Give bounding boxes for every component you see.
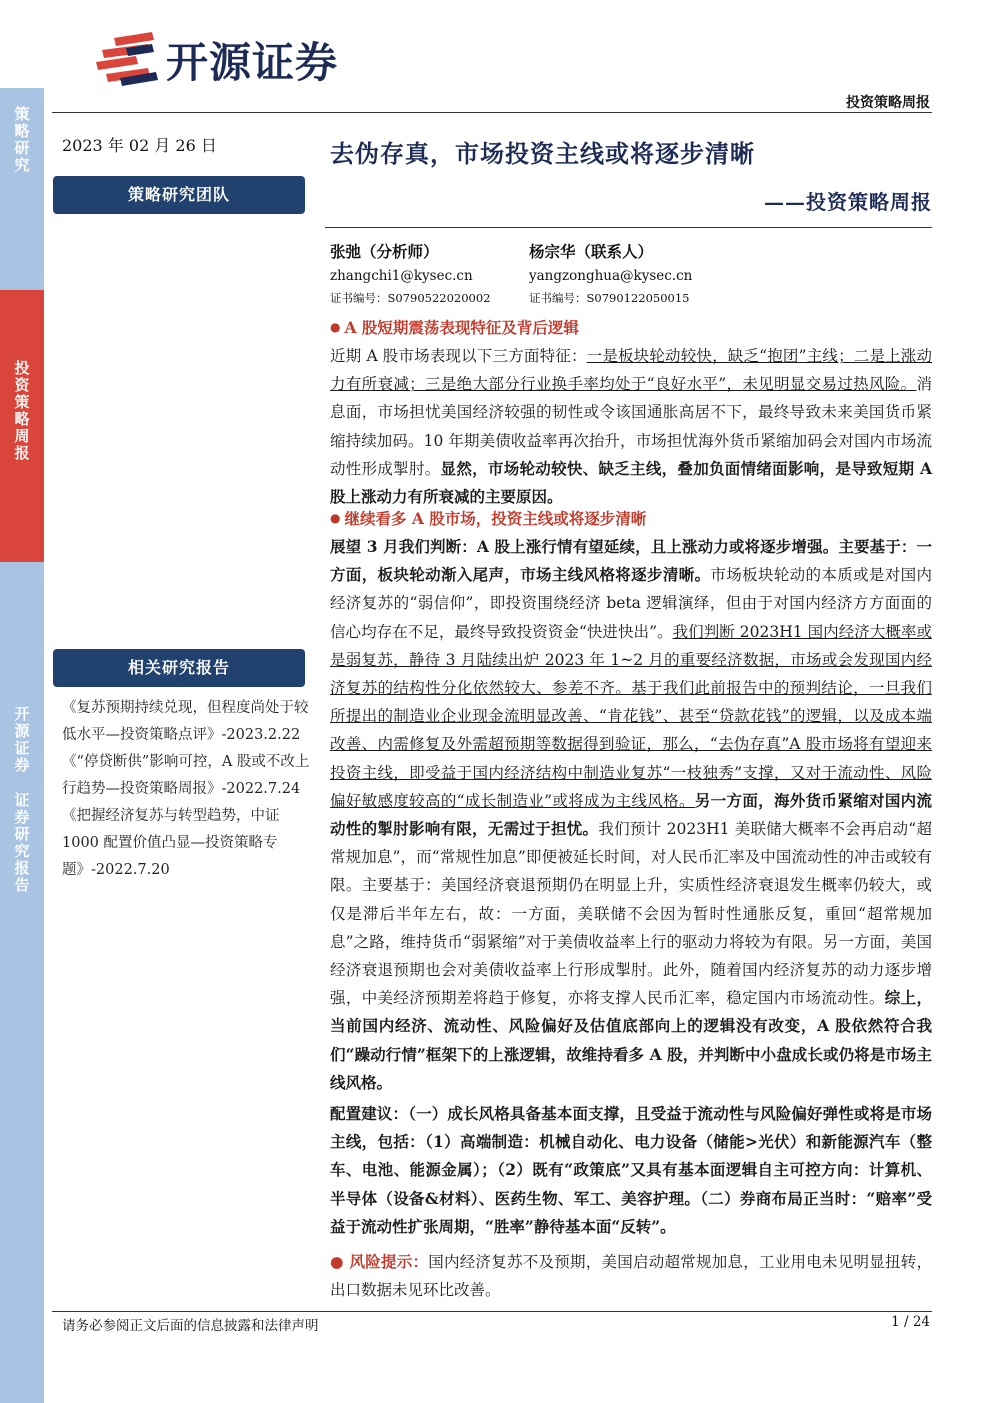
bullet-icon: ●	[330, 1252, 350, 1271]
strip-glyph: 源	[14, 722, 30, 740]
strip-label-securities-research	[0, 792, 44, 894]
strip-glyph: 投	[14, 359, 30, 377]
strip-glyph: 券	[14, 808, 30, 826]
team-heading-box: 策略研究团队	[53, 176, 305, 214]
risk-label: 风险提示：	[349, 1252, 429, 1271]
allocation-advice: 配置建议：（一）成长风格具备基本面支撑，且受益于流动性与风险偏好弹性或将是市场主线，包括：（1）高端制造：机械自动化、电力设备（储能>光伏）和新能源汽车（整车、电池、能源金属）；（2）既有“政策底”又具有基本面逻辑自主可控方向：计算机、半导体（设备&材料）、医药生物、军工、美容护理。（二）券商布局正当时：“赔率”受益于流动性扩张周期，“胜率”静待基本面“反转”。	[330, 1104, 932, 1236]
author-block-2	[529, 240, 692, 306]
bullet-icon: ●	[330, 320, 341, 334]
author-name: 张弛（分析师）	[330, 242, 439, 261]
footer-divider	[52, 1311, 932, 1312]
header-divider	[52, 112, 932, 113]
section-1-paragraph	[330, 342, 932, 511]
author-cert: 证书编号：S0790522020002	[330, 291, 491, 305]
bold-text: 展望 3 月我们判断：A 股上涨行情有望延续，且上涨动力或将逐步增强。主要基于：一方面，板块轮动渐入尾声，市场主线风格将逐步清晰。	[330, 537, 932, 585]
bold-text: 另一方面，海外货币紧缩对国内流动性的掣肘影响有限，无需过于担忧。	[330, 790, 932, 839]
author-block-1	[330, 240, 491, 306]
strip-glyph: 策	[14, 393, 30, 411]
underlined-text: 一是板块轮动较快，缺乏“抱团”主线；二是上涨动力有所衰减；三是绝大部分行业换手率均处于“良好水平”，未见明显交易过热风险。	[330, 347, 932, 394]
report-subtitle: ——投资策略周报	[764, 190, 932, 214]
text-run: 近期 A 股市场表现以下三方面特征：	[330, 347, 587, 365]
strip-glyph: 究	[14, 842, 30, 860]
text-run: 市场板块轮动的本质或是对国内经济复苏的“弱信仰”，即投资围绕经济 beta 逻辑演绎，但由于对国内经济方方面面的信心均存在不足，最终导致投资资金“快进快出”。	[330, 566, 932, 641]
strip-segment-blue-bottom	[0, 562, 44, 1403]
related-report-item[interactable]: 《把握经济复苏与转型趋势，中证 1000 配置价值凸显—投资策略专题》-2022.7.20	[62, 808, 280, 878]
footer-disclaimer[interactable]: 请务必参阅正文后面的信息披露和法律声明	[62, 1318, 319, 1334]
bullet-icon: ●	[330, 511, 341, 525]
strip-glyph: 周	[14, 427, 30, 445]
strip-glyph: 策	[14, 105, 30, 123]
bold-conclusion: 综上，当前国内经济、流动性、风险偏好及估值底部向上的逻辑没有改变，A 股依然符合我们“躁动行情”框架下的上涨逻辑，故维持看多 A 股，并判断中小盘成长或仍将是市场主线风格。	[330, 988, 932, 1092]
strip-glyph: 证	[14, 739, 30, 757]
strip-label-weekly-report	[0, 360, 44, 462]
text-run: 消息面，市场担忧美国经济较强的韧性或令该国通胀高居不下，最终导致未来美国货币紧缩持续加码。10 年期美债收益率再次抬升，市场担忧海外货币紧缩加码会对国内市场流动性形成掣肘。	[330, 375, 932, 478]
author-email[interactable]: yangzonghua@kysec.cn	[529, 268, 693, 284]
risk-warning	[330, 1248, 932, 1304]
related-reports-list	[62, 695, 314, 884]
text-run: 我们预计 2023H1 美联储大概率不会再启动“超常规加息”，而“常规性加息”即便被延长时间，对人民币汇率及中国流动性的冲击或较有限。主要基于：美国经济衰退预期仍在明显上升，实质性经济衰退发生概率仍较大，或仅是滞后半年左右，故：一方面，美联储不会因为暂时性通胀反复，重回“超常规加息”之路，维持货币“弱紧缩”对于美债收益率上行的驱动力将较为有限。另一方面，美国经济衰退预期也会对美债收益率上行形成掣肘。此外，随着国内经济复苏的动力逐步增强，中美经济预期差将趋于修复，亦将支撑人民币汇率，稳定国内市场流动性。	[330, 820, 932, 1008]
strip-glyph: 券	[14, 756, 30, 774]
bold-conclusion: 显然，市场轮动较快、缺乏主线，叠加负面情绪面影响，是导致短期 A 股上涨动力有所衰减的主要原因。	[330, 458, 932, 507]
author-name: 杨宗华（联系人）	[529, 242, 654, 261]
section-heading	[330, 504, 932, 533]
strip-glyph: 略	[14, 410, 30, 428]
strip-label-kaiyuan	[0, 706, 44, 774]
title-divider	[325, 227, 932, 228]
author-cert: 证书编号：S0790122050015	[529, 291, 690, 305]
section-heading-text: 继续看多 A 股市场，投资主线或将逐步清晰	[344, 509, 647, 528]
report-title: 去伪存真，市场投资主线或将逐步清晰	[330, 139, 755, 168]
strip-glyph: 报	[14, 444, 30, 462]
section-2-paragraph	[330, 533, 932, 1097]
section-1	[330, 313, 932, 511]
related-reports-heading: 相关研究报告	[53, 649, 305, 687]
report-date: 2023 年 02 月 26 日	[62, 136, 217, 155]
section-heading-text: A 股短期震荡表现特征及背后逻辑	[344, 318, 579, 337]
side-strip	[0, 0, 44, 1403]
strip-glyph: 究	[14, 156, 30, 174]
related-report-item[interactable]: 《复苏预期持续兑现，但程度尚处于较低水平—投资策略点评》-2023.2.22	[62, 700, 309, 743]
risk-text: 国内经济复苏不及预期，美国启动超常规加息，工业用电未见明显扭转，出口数据未见环比改善。	[330, 1253, 932, 1300]
strip-glyph: 报	[14, 859, 30, 877]
strip-glyph: 研	[14, 139, 30, 157]
brand-name: 开源证券	[166, 38, 339, 87]
strip-label-strategy-research	[0, 106, 44, 174]
strip-glyph: 开	[14, 705, 30, 723]
header-report-type: 投资策略周报	[846, 95, 930, 111]
author-email[interactable]: zhangchi1@kysec.cn	[330, 268, 473, 284]
strip-glyph: 资	[14, 376, 30, 394]
strip-glyph: 证	[14, 791, 30, 809]
section-heading	[330, 313, 932, 342]
strip-glyph: 研	[14, 825, 30, 843]
related-report-item[interactable]: 《“停贷断供”影响可控，A 股或不改上行趋势—投资策略周报》-2022.7.24	[62, 754, 310, 797]
strip-glyph: 略	[14, 122, 30, 140]
section-2	[330, 504, 932, 1097]
strip-glyph: 告	[14, 876, 30, 894]
page-number: 1 / 24	[891, 1314, 930, 1330]
underlined-text: 我们判断 2023H1 国内经济大概率或是弱复苏，静待 3 月陆续出炉 2023 年 1~2 月的重要经济数据，市场或会发现国内经济复苏的结构性分化依然较大、参差不齐。基于我们此前报告中的预判结论，一旦我们所提出的制造业企业现金流明显改善、“肯花钱”、甚至“贷款花钱”的逻辑，以及成本端改善、内需修复及外需超预期等数据得到验证，那么，“去伪存真”A 股市场将有望迎来投资主线，即受益于国内经济结构中制造业复苏“一枝独秀”支撑，又对于流动性、风险偏好敏感度较高的“成长制造业”或将成为主线风格。	[330, 622, 932, 810]
